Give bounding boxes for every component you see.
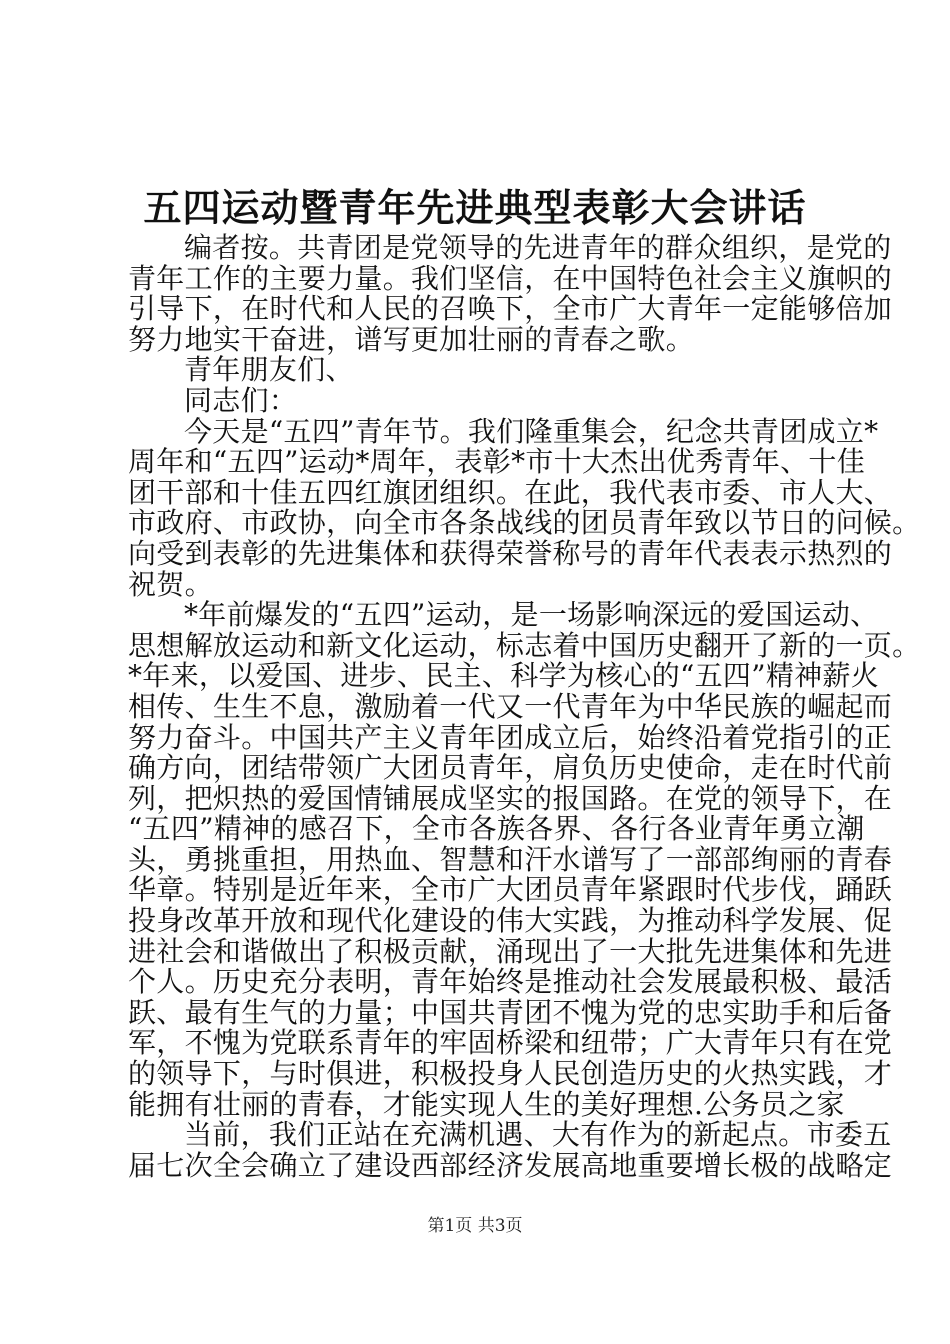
- page-footer: 第1页 共3页: [427, 1216, 523, 1236]
- document-title: 五四运动暨青年先进典型表彰大会讲话: [143, 185, 807, 230]
- body-line: 努力地实干奋进，谱写更加壮丽的青春之歌。: [128, 322, 695, 356]
- body-line: 届七次全会确立了建设西部经济发展高地重要增长极的战略定: [128, 1148, 893, 1182]
- body-line: 编者按。共青团是党领导的先进青年的群众组织，是党的: [184, 231, 892, 264]
- body-line: *年来，以爱国、进步、民主、科学为核心的“五四”精神薪火: [128, 659, 880, 693]
- body-line: 努力奋斗。中国共产主义青年团成立后，始终沿着党指引的正: [128, 720, 893, 754]
- body-line: 当前，我们正站在充满机遇、大有作为的新起点。市委五: [184, 1118, 892, 1152]
- body-line: *年前爆发的“五四”运动，是一场影响深远的爱国运动、: [184, 598, 879, 632]
- body-line: 青年工作的主要力量。我们坚信，在中国特色社会主义旗帜的: [128, 261, 893, 295]
- body-line: 跃、最有生气的力量；中国共青团不愧为党的忠实助手和后备: [128, 995, 893, 1029]
- body-line: 军，不愧为党联系青年的牢固桥梁和纽带；广大青年只有在党: [128, 1026, 893, 1060]
- body-line: 的领导下，与时俱进，积极投身人民创造历史的火热实践，才: [128, 1057, 893, 1091]
- salutation-line: 青年朋友们、: [184, 353, 354, 387]
- body-line: 周年和“五四”运动*周年，表彰*市十大杰出优秀青年、十佳: [128, 445, 866, 479]
- body-line: 进社会和谐做出了积极贡献，涌现出了一大批先进集体和先进: [128, 934, 893, 968]
- salutation-line: 同志们：: [184, 383, 298, 417]
- body-line: 市政府、市政协，向全市各条战线的团员青年致以节日的问候。: [128, 506, 921, 540]
- body-line: 个人。历史充分表明，青年始终是推动社会发展最积极、最活: [128, 965, 893, 999]
- body-line: 相传、生生不息，激励着一代又一代青年为中华民族的崛起而: [128, 689, 893, 723]
- body-line: 祝贺。: [128, 567, 213, 601]
- body-line: 思想解放运动和新文化运动，标志着中国历史翻开了新的一页。: [128, 628, 921, 662]
- body-line: 列，把炽热的爱国情铺展成坚实的报国路。在党的领导下，在: [128, 781, 893, 815]
- document-body: [128, 231, 921, 1182]
- body-line: 向受到表彰的先进集体和获得荣誉称号的青年代表表示热烈的: [128, 536, 893, 570]
- body-line: 今天是“五四”青年节。我们隆重集会，纪念共青团成立*: [184, 414, 879, 448]
- body-line: 引导下，在时代和人民的召唤下，全市广大青年一定能够倍加: [128, 292, 893, 326]
- body-line: 确方向，团结带领广大团员青年，肩负历史使命，走在时代前: [128, 751, 893, 785]
- body-line: 华章。特别是近年来，全市广大团员青年紧跟时代步伐，踊跃: [128, 873, 893, 907]
- body-line: 团干部和十佳五四红旗团组织。在此，我代表市委、市人大、: [128, 475, 893, 509]
- body-line: 头，勇挑重担，用热血、智慧和汗水谱写了一部部绚丽的青春: [128, 842, 893, 876]
- body-line: 投身改革开放和现代化建设的伟大实践，为推动科学发展、促: [128, 904, 893, 938]
- body-line: “五四”精神的感召下，全市各族各界、各行各业青年勇立潮: [128, 812, 865, 846]
- body-line: 能拥有壮丽的青春，才能实现人生的美好理想.公务员之家: [128, 1087, 845, 1121]
